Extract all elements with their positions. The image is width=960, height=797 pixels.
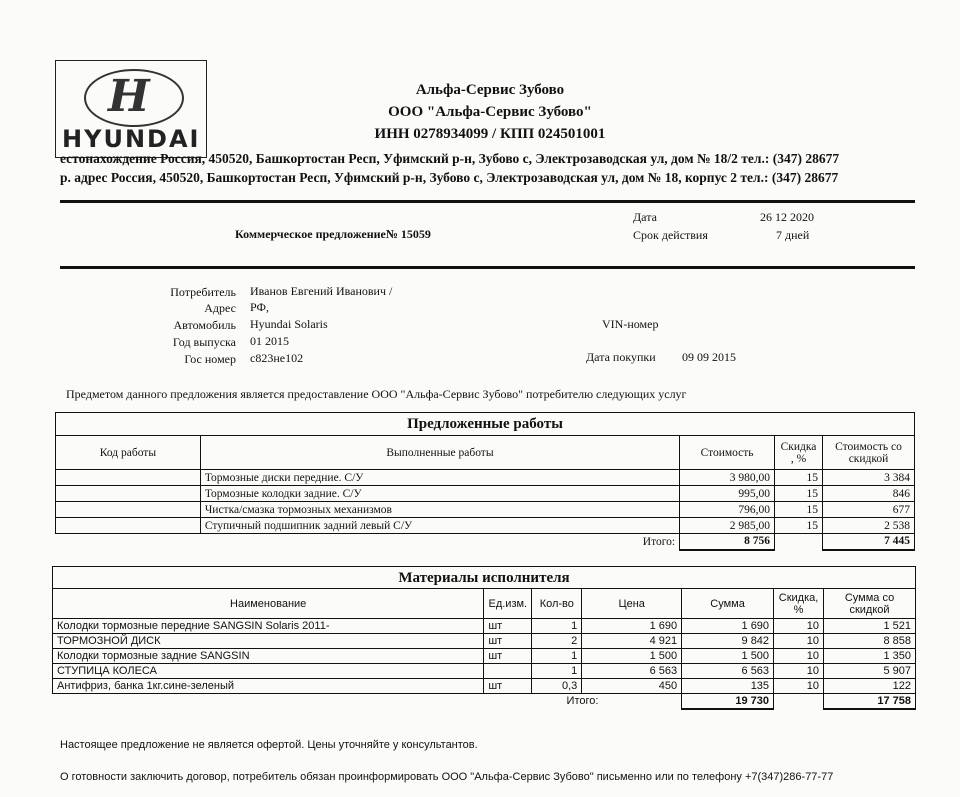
material-unit xyxy=(484,664,532,679)
materials-total-label: Итого: xyxy=(566,695,599,708)
header-mat-discount: Скидка, % xyxy=(774,589,824,619)
works-header-row xyxy=(56,436,915,470)
material-name: Колодки тормозные передние SANGSIN Solaris 2011- xyxy=(53,619,484,634)
work-name: Тормозные диски передние. С/У xyxy=(200,470,679,486)
table-row xyxy=(53,664,916,679)
material-discount: 10 xyxy=(774,679,824,694)
work-cost: 796,00 xyxy=(680,502,775,518)
table-row xyxy=(53,679,916,694)
header-qty: Кол-во xyxy=(532,589,582,619)
address-value: РФ, xyxy=(250,300,269,314)
date-label: Дата xyxy=(633,210,657,224)
work-cost-disc: 846 xyxy=(823,486,915,502)
material-sum-disc: 5 907 xyxy=(824,664,916,679)
validity-label: Срок действия xyxy=(633,228,708,242)
year-label: Год выпуска xyxy=(172,335,236,349)
company-short: Альфа-Сервис Зубово xyxy=(415,82,565,98)
header-discount: Скидка , % xyxy=(775,436,823,470)
logo-text: HYUNDAI xyxy=(62,125,201,153)
table-row xyxy=(53,649,916,664)
table-row xyxy=(53,619,916,634)
material-price: 4 921 xyxy=(582,634,682,649)
work-name: Тормозные колодки задние. С/У xyxy=(200,486,679,502)
work-code xyxy=(56,470,201,486)
material-qty: 1 xyxy=(532,664,582,679)
consumer-label: Потребитель xyxy=(170,285,236,299)
h-mark-icon: H xyxy=(108,71,150,122)
header-sum: Сумма xyxy=(682,589,774,619)
hyundai-logo xyxy=(55,60,207,158)
location-line: естонахождение Россия, 450520, Башкортостан Респ, Уфимский р-н, Зубово с, Электрозаводская ул, дом № 18/2 тел.: (347) 28677 xyxy=(60,151,840,166)
vin-label: VIN-номер xyxy=(602,317,659,331)
postal-line: р. адрес Россия, 450520, Башкортостан Респ, Уфимский р-н, Зубово с, Электрозаводская ул, дом № 18, корпус 2 тел.: (347) 28677 xyxy=(60,170,839,185)
material-price: 1 500 xyxy=(582,649,682,664)
material-name: Антифриз, банка 1кг.сине-зеленый xyxy=(53,679,484,694)
work-cost: 995,00 xyxy=(680,486,775,502)
material-price: 1 690 xyxy=(582,619,682,634)
company-full: ООО "Альфа-Сервис Зубово" xyxy=(388,104,592,120)
car-value: Hyundai Solaris xyxy=(250,317,328,331)
material-sum: 135 xyxy=(682,679,774,694)
material-discount: 10 xyxy=(774,634,824,649)
works-total-disc: 7 445 xyxy=(823,534,915,550)
divider-bottom xyxy=(60,266,915,269)
material-sum: 1 690 xyxy=(682,619,774,634)
work-cost: 2 985,00 xyxy=(680,518,775,534)
footer-note-1: Настоящее предложение не является офертой. Цены уточняйте у консультантов. xyxy=(60,739,478,751)
table-row xyxy=(56,486,915,502)
material-sum: 1 500 xyxy=(682,649,774,664)
material-name: Колодки тормозные задние SANGSIN xyxy=(53,649,484,664)
material-unit: шт xyxy=(484,649,532,664)
offer-title: Коммерческое предложение№ 15059 xyxy=(235,227,431,241)
header-price: Цена xyxy=(582,589,682,619)
materials-header-row xyxy=(53,589,916,619)
works-total-label: Итого: xyxy=(642,535,676,548)
header-code: Код работы xyxy=(56,436,201,470)
materials-total-sum: 19 730 xyxy=(682,694,774,709)
material-sum-disc: 1 521 xyxy=(824,619,916,634)
validity-value: 7 дней xyxy=(776,228,810,242)
work-cost-disc: 3 384 xyxy=(823,470,915,486)
year-value: 01 2015 xyxy=(250,334,289,348)
header-cost-disc: Стоимость со скидкой xyxy=(823,436,915,470)
material-name: СТУПИЦА КОЛЕСА xyxy=(53,664,484,679)
materials-total-row xyxy=(53,694,916,709)
table-row xyxy=(56,518,915,534)
header-sum-disc: Сумма со скидкой xyxy=(824,589,916,619)
header-unit: Ед.изм. xyxy=(484,589,532,619)
date-value: 26 12 2020 xyxy=(760,210,814,224)
material-qty: 2 xyxy=(532,634,582,649)
material-unit: шт xyxy=(484,679,532,694)
material-sum-disc: 1 350 xyxy=(824,649,916,664)
works-table xyxy=(55,435,915,551)
material-discount: 10 xyxy=(774,649,824,664)
work-cost-disc: 677 xyxy=(823,502,915,518)
purchase-value: 09 09 2015 xyxy=(682,350,736,364)
work-name: Ступичный подшипник задний левый С/У xyxy=(200,518,679,534)
material-unit: шт xyxy=(484,634,532,649)
plate-value: с823не102 xyxy=(250,351,304,365)
table-row xyxy=(56,470,915,486)
work-discount: 15 xyxy=(775,502,823,518)
consumer-value: Иванов Евгений Иванович / xyxy=(250,284,393,298)
materials-total-disc: 17 758 xyxy=(824,694,916,709)
material-unit: шт xyxy=(484,619,532,634)
works-total-row xyxy=(56,534,915,550)
materials-title: Материалы исполнителя xyxy=(52,566,916,589)
works-title: Предложенные работы xyxy=(55,412,915,435)
intro-text: Предметом данного предложения является предоставление ООО "Альфа-Сервис Зубово" потребителю следующих услуг xyxy=(66,387,687,401)
work-cost: 3 980,00 xyxy=(680,470,775,486)
work-code xyxy=(56,486,201,502)
material-price: 450 xyxy=(582,679,682,694)
materials-table xyxy=(52,588,916,710)
work-cost-disc: 2 538 xyxy=(823,518,915,534)
work-discount: 15 xyxy=(775,518,823,534)
material-sum-disc: 8 858 xyxy=(824,634,916,649)
header-cost: Стоимость xyxy=(680,436,775,470)
material-sum: 9 842 xyxy=(682,634,774,649)
material-discount: 10 xyxy=(774,664,824,679)
car-label: Автомобиль xyxy=(173,318,236,332)
header-work: Выполненные работы xyxy=(200,436,679,470)
material-qty: 0,3 xyxy=(532,679,582,694)
work-code xyxy=(56,518,201,534)
material-discount: 10 xyxy=(774,619,824,634)
work-name: Чистка/смазка тормозных механизмов xyxy=(200,502,679,518)
table-row xyxy=(53,634,916,649)
inn-kpp: ИНН 0278934099 / КПП 024501001 xyxy=(374,126,606,142)
address-label: Адрес xyxy=(204,301,236,315)
plate-label: Гос номер xyxy=(184,352,236,366)
works-total-cost: 8 756 xyxy=(680,534,775,550)
material-qty: 1 xyxy=(532,619,582,634)
work-code xyxy=(56,502,201,518)
material-qty: 1 xyxy=(532,649,582,664)
header-name: Наименование xyxy=(53,589,484,619)
work-discount: 15 xyxy=(775,486,823,502)
work-discount: 15 xyxy=(775,470,823,486)
footer-note-2: О готовности заключить договор, потребитель обязан проинформировать ООО "Альфа-Сервис Зубово" письменно или по телефону +7(347)286-77-77 xyxy=(60,771,834,783)
divider-top xyxy=(60,200,915,203)
material-price: 6 563 xyxy=(582,664,682,679)
table-row xyxy=(56,502,915,518)
material-sum: 6 563 xyxy=(682,664,774,679)
purchase-label: Дата покупки xyxy=(586,350,656,364)
material-sum-disc: 122 xyxy=(824,679,916,694)
material-name: ТОРМОЗНОЙ ДИСК xyxy=(53,634,484,649)
